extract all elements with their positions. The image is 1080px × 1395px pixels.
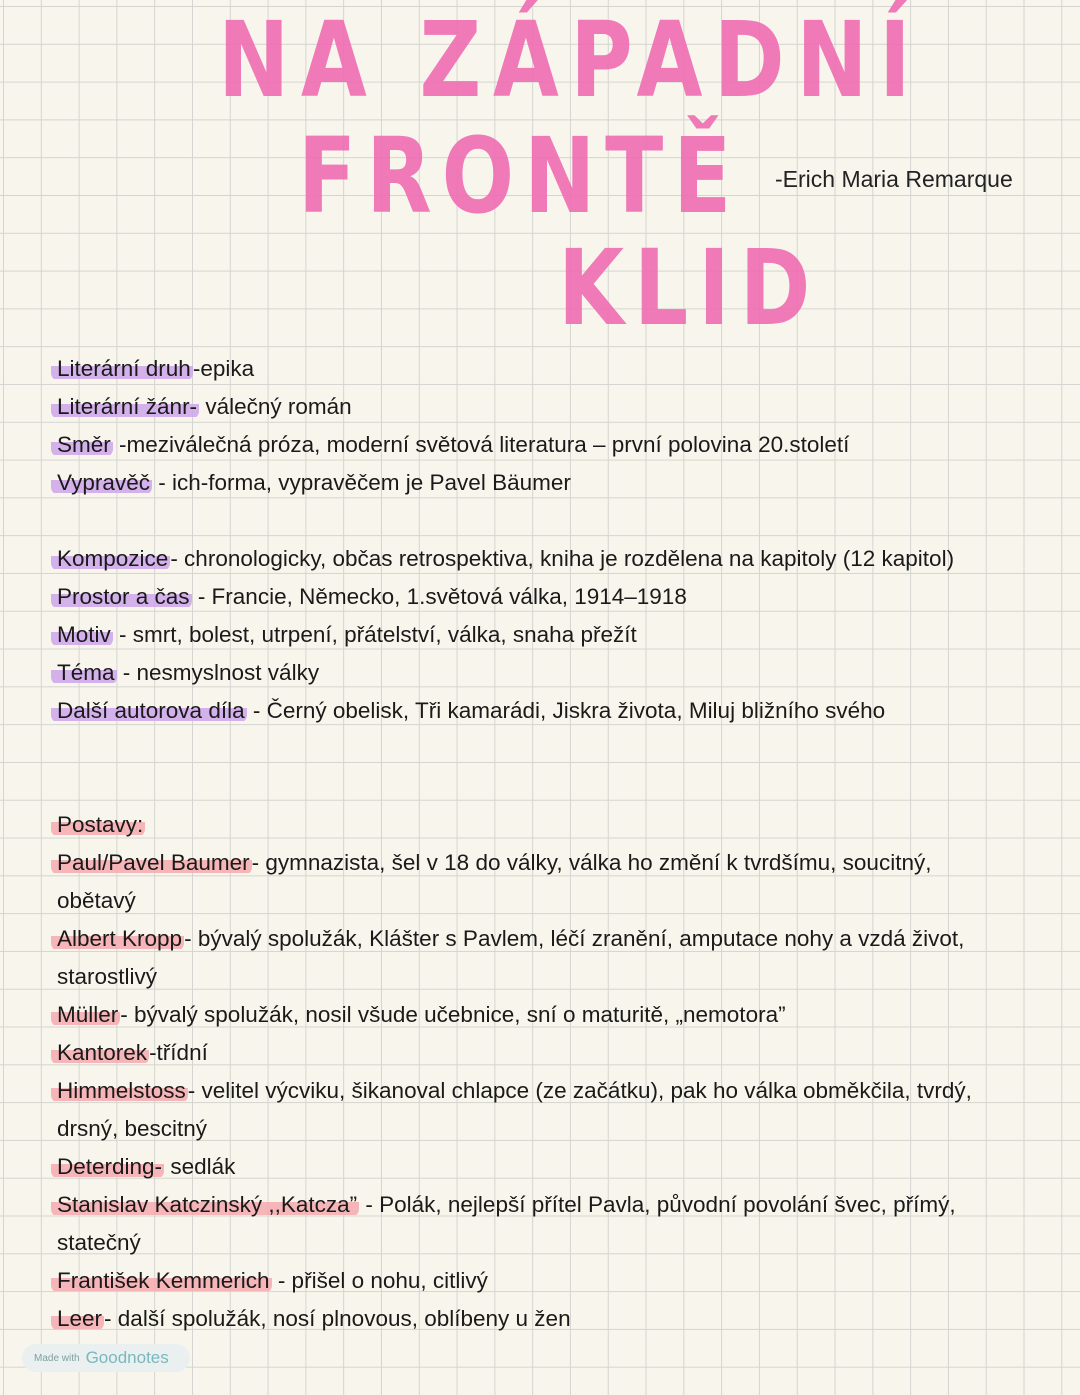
detail-row-dalsi-dila <box>57 692 1017 730</box>
term-highlight: Směr <box>51 432 113 457</box>
character-desc: - velitel výcviku, šikanoval chlapce (ze začátku), pak ho válka obměkčila, tvrdý, <box>187 1078 972 1103</box>
character-name: Paul/Pavel Baumer <box>51 850 252 875</box>
character-row <box>57 1034 1017 1072</box>
detail-text: - nesmyslnost války <box>116 660 320 685</box>
term-highlight: Téma <box>51 660 117 685</box>
detail-text: - chronologicky, občas retrospektiva, kniha je rozdělena na kapitoly (12 kapitol) <box>170 546 955 571</box>
character-row-cont <box>57 882 1017 920</box>
info-row-druh <box>57 350 1017 388</box>
term-highlight: Kompozice <box>51 546 170 571</box>
heading-highlight: Postavy: <box>51 812 145 837</box>
characters-heading <box>57 806 1017 844</box>
info-row-zanr <box>57 388 1017 426</box>
detail-row-kompozice <box>57 540 1017 578</box>
term-highlight: Vypravěč <box>51 470 152 495</box>
character-name: Himmelstoss <box>51 1078 188 1103</box>
character-row <box>57 920 1017 958</box>
character-name: František Kemmerich <box>51 1268 272 1293</box>
detail-row-motiv <box>57 616 1017 654</box>
character-row <box>57 1072 1017 1110</box>
info-text: -epika <box>192 356 255 381</box>
character-row <box>57 996 1017 1034</box>
info-row-vypravec <box>57 464 1017 502</box>
detail-row-tema <box>57 654 1017 692</box>
spacer <box>57 502 1017 540</box>
character-name: Kantorek <box>51 1040 149 1065</box>
character-desc: - další spolužák, nosí plnovous, oblíbeny u žen <box>104 1306 571 1331</box>
character-desc-cont: drsný, bescitný <box>57 1116 208 1141</box>
detail-row-prostor <box>57 578 1017 616</box>
info-text: -meziválečná próza, moderní světová literatura – první polovina 20.století <box>112 432 850 457</box>
character-desc: - bývalý spolužák, Klášter s Pavlem, léčí zranění, amputace nohy a vzdá život, <box>184 926 965 951</box>
spacer <box>57 730 1017 806</box>
character-row <box>57 844 1017 882</box>
info-row-smer <box>57 426 1017 464</box>
character-desc: sedlák <box>164 1154 236 1179</box>
term-highlight: Prostor a čas <box>51 584 192 609</box>
character-row <box>57 1148 1017 1186</box>
character-desc: - přišel o nohu, citlivý <box>271 1268 488 1293</box>
character-name: Leer <box>51 1306 104 1331</box>
character-desc-cont: obětavý <box>57 888 136 913</box>
info-text: - ich-forma, vypravěčem je Pavel Bäumer <box>151 470 571 495</box>
character-row <box>57 1186 1017 1224</box>
notes-body <box>57 350 1017 1338</box>
character-name: Stanislav Katczinský ,,Katcza” <box>51 1192 359 1217</box>
character-desc-cont: statečný <box>57 1230 141 1255</box>
character-desc-cont: starostlivý <box>57 964 158 989</box>
character-name: Müller <box>51 1002 120 1027</box>
character-desc: -třídní <box>149 1040 208 1065</box>
title-line-3: KLID <box>558 227 821 349</box>
character-name: Deterding- <box>51 1154 164 1179</box>
detail-text: - Černý obelisk, Tři kamarádi, Jiskra života, Miluj bližního svého <box>246 698 886 723</box>
character-desc: - gymnazista, šel v 18 do války, válka ho změní k tvrdšímu, soucitný, <box>251 850 932 875</box>
goodnotes-badge[interactable] <box>22 1344 190 1372</box>
author-name: -Erich Maria Remarque <box>775 166 1013 192</box>
badge-brand: Goodnotes <box>85 1348 169 1367</box>
detail-text: - Francie, Německo, 1.světová válka, 1914–1918 <box>191 584 687 609</box>
term-highlight: Motiv <box>51 622 113 647</box>
term-highlight: Literární druh <box>51 356 193 381</box>
info-text: válečný román <box>199 394 352 419</box>
character-desc: - bývalý spolužák, nosil všude učebnice, sní o maturitě, „nemotora” <box>120 1002 786 1027</box>
badge-made-with: Made with <box>34 1352 80 1364</box>
character-row <box>57 1262 1017 1300</box>
character-row-cont <box>57 1224 1017 1262</box>
title-line-2: FRONTĚ <box>298 115 742 237</box>
character-row-cont <box>57 1110 1017 1148</box>
detail-text: - smrt, bolest, utrpení, přátelství, válka, snaha přežít <box>112 622 637 647</box>
term-highlight: Další autorova díla <box>51 698 247 723</box>
term-highlight: Literární žánr- <box>51 394 199 419</box>
title-line-1: NA ZÁPADNÍ <box>218 0 923 121</box>
character-desc: - Polák, nejlepší přítel Pavla, původní povolání švec, přímý, <box>359 1192 956 1217</box>
character-row <box>57 1300 1017 1338</box>
character-row-cont <box>57 958 1017 996</box>
character-name: Albert Kropp <box>51 926 184 951</box>
